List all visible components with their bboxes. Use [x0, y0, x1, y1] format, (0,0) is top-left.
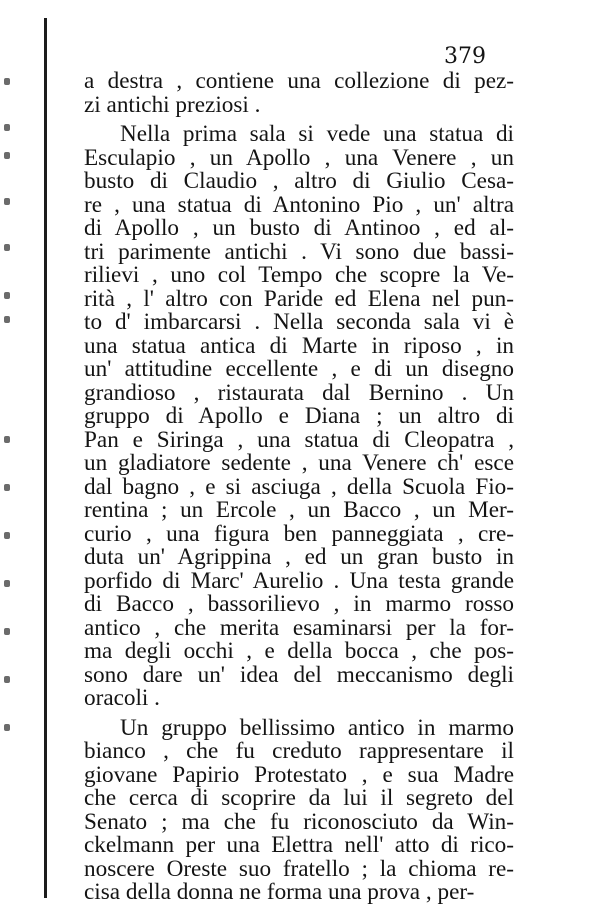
text-line: Senato ; ma che fu riconosciuto da Win-: [84, 808, 514, 835]
text-line: re , una statua di Antonino Pio , un' altra: [84, 191, 514, 218]
text-line: oracoli .: [84, 685, 160, 711]
text-line: giovane Papirio Protestato , e sua Madre: [84, 761, 514, 788]
text-line: grandioso , ristaurata dal Bernino . Un: [84, 379, 514, 406]
text-line: Un gruppo bellissimo antico in marmo: [120, 714, 514, 741]
text-line: a destra , contiene una collezione di pez-: [84, 68, 514, 94]
show-through-mark: [4, 78, 10, 85]
paragraph-3: [84, 714, 514, 905]
show-through-mark: [4, 580, 10, 587]
text-line: di Apollo , un busto di Antinoo , ed al-: [84, 215, 514, 241]
text-line: curio , una figura ben panneggiata , cre-: [84, 520, 514, 547]
page-number: 379: [444, 44, 486, 69]
show-through-mark: [4, 124, 10, 131]
text-line: gruppo di Apollo e Diana ; un altro di: [84, 403, 514, 429]
show-through-mark: [4, 198, 10, 205]
show-through-mark: [4, 484, 10, 491]
show-through-mark: [4, 628, 10, 635]
text-line: sono dare un' idea del meccanismo degli: [84, 661, 514, 688]
text-line: duta un' Agrippina , ed un gran busto in: [84, 544, 514, 570]
text-line: Pan e Siringa , una statua di Cleopatra ,: [84, 426, 514, 453]
show-through-mark: [4, 436, 10, 443]
show-through-mark: [4, 152, 10, 159]
text-line: busto di Claudio , altro di Giulio Cesa-: [84, 168, 514, 194]
text-line: una statua antica di Marte in riposo , in: [84, 332, 514, 359]
text-line: Nella prima sala si vede una statua di: [120, 121, 514, 147]
show-through-mark: [4, 292, 10, 299]
show-through-mark: [4, 244, 10, 251]
text-line: noscere Oreste suo fratello ; la chioma re-: [84, 855, 514, 882]
text-line: bianco , che fu creduto rappresentare il: [84, 738, 514, 764]
text-line: dal bagno , e si asciuga , della Scuola Fio-: [84, 473, 514, 500]
text-line: tri parimente antichi . Vi sono due bassi-: [84, 238, 514, 265]
text-line: rilievi , uno col Tempo che scopre la Ve-: [84, 262, 514, 288]
show-through-mark: [4, 724, 10, 731]
text-line: antico , che merita esaminarsi per la for-: [84, 614, 514, 641]
text-line: ckelmann per una Elettra nell' atto di rico-: [84, 832, 514, 858]
binding-gutter-line: [44, 18, 47, 898]
paragraph-1: [84, 70, 514, 117]
text-line: un' attitudine eccellente , e di un disegno: [84, 356, 514, 382]
text-line: Esculapio , un Apollo , una Venere , un: [84, 144, 514, 171]
text-line: che cerca di scoprire da lui il segreto del: [84, 785, 514, 811]
show-through-mark: [4, 316, 10, 323]
text-line: cisa della donna ne forma una prova , per-: [84, 879, 475, 905]
body-text: [84, 70, 514, 905]
text-line: ma degli occhi , e della bocca , che pos-: [84, 638, 514, 664]
show-through-mark: [4, 532, 10, 539]
text-line: rità , l' altro con Paride ed Elena nel pun-: [84, 285, 514, 312]
text-line: di Bacco , bassorilievo , in marmo rosso: [84, 591, 514, 617]
text-line: rentina ; un Ercole , un Bacco , un Mer-: [84, 497, 514, 523]
paragraph-2: [84, 123, 514, 711]
text-line: zi antichi preziosi .: [84, 91, 261, 118]
text-line: to d' imbarcarsi . Nella seconda sala vi è: [84, 309, 514, 335]
show-through-mark: [4, 676, 10, 683]
text-line: un gladiatore sedente , una Venere ch' esce: [84, 450, 514, 476]
text-line: porfido di Marc' Aurelio . Una testa grande: [84, 567, 514, 594]
